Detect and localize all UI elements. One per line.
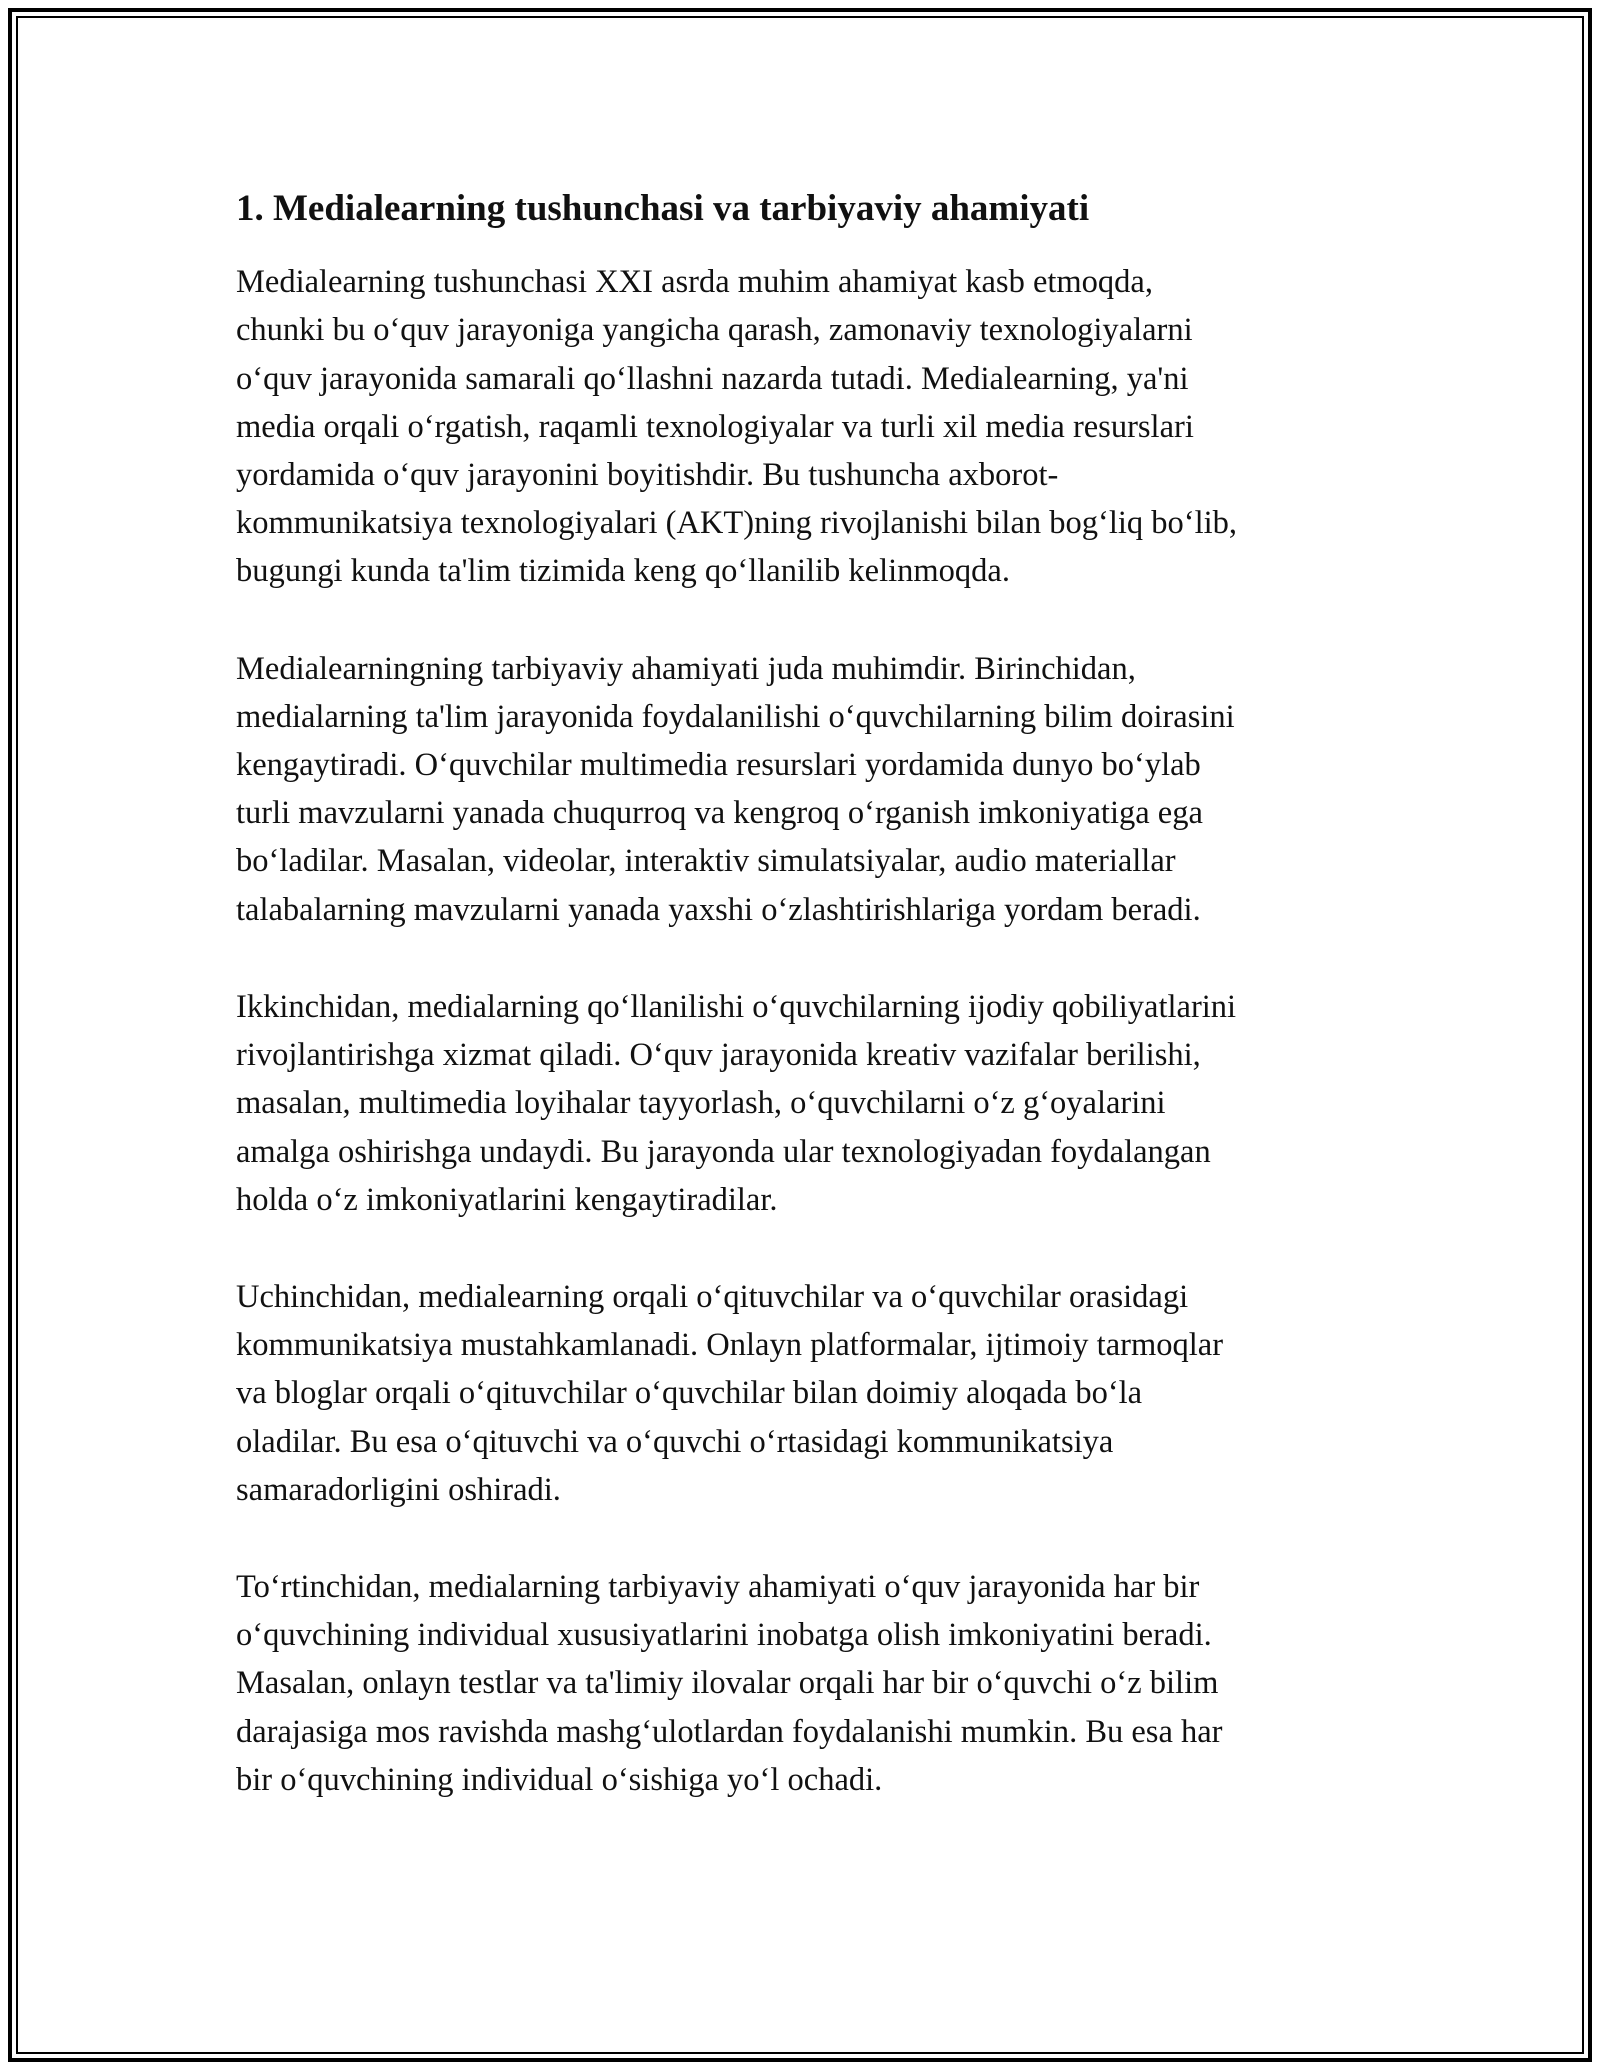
paragraph-line: bugungi kunda ta'lim tizimida keng qo‘llanilib kelinmoqda. (236, 553, 1010, 590)
paragraph-line: o‘quvchining individual xususiyatlarini inobatga olish imkoniyatini beradi. (236, 1617, 1212, 1654)
paragraph (236, 258, 1376, 595)
paragraph-line: yordamida o‘quv jarayonini boyitishdir. Bu tushuncha axborot- (236, 457, 1059, 494)
paragraph-line: holda o‘z imkoniyatlarini kengaytiradilar. (236, 1181, 778, 1218)
paragraph-line: kengaytiradi. O‘quvchilar multimedia resurslari yordamida dunyo bo‘ylab (236, 747, 1201, 784)
paragraph (236, 1563, 1376, 1804)
document-body (236, 186, 1376, 1853)
paragraph (236, 1273, 1376, 1514)
paragraph-line: media orqali o‘rgatish, raqamli texnologiyalar va turli xil media resurslari (236, 408, 1194, 445)
paragraph-line: Uchinchidan, medialearning orqali o‘qituvchilar va o‘quvchilar orasidagi (236, 1278, 1189, 1315)
paragraph-line: va bloglar orqali o‘qituvchilar o‘quvchilar bilan doimiy aloqada bo‘la (236, 1375, 1143, 1412)
paragraph-line: kommunikatsiya texnologiyalari (AKT)ning rivojlanishi bilan bog‘liq bo‘lib, (236, 505, 1238, 542)
paragraph-line: amalga oshirishga undaydi. Bu jarayonda ular texnologiyadan foydalangan (236, 1133, 1211, 1170)
paragraph (236, 983, 1376, 1224)
paragraph (236, 645, 1376, 934)
paragraph-line: turli mavzularni yanada chuqurroq va kengroq o‘rganish imkoniyatiga ega (236, 795, 1203, 832)
paragraph-line: Medialearning tushunchasi XXI asrda muhim ahamiyat kasb etmoqda, (236, 264, 1153, 301)
paragraph-line: darajasiga mos ravishda mashg‘ulotlardan foydalanishi mumkin. Bu esa har (236, 1713, 1223, 1750)
paragraph-line: bir o‘quvchining individual o‘sishiga yo‘l ochadi. (236, 1761, 883, 1798)
paragraph-line: chunki bu o‘quv jarayoniga yangicha qarash, zamonaviy texnologiyalarni (236, 312, 1193, 349)
section-heading: 1. Medialearning tushunchasi va tarbiyaviy ahamiyati (236, 188, 1090, 229)
paragraph-line: To‘rtinchidan, medialarning tarbiyaviy ahamiyati o‘quv jarayonida har bir (236, 1568, 1200, 1605)
paragraph-line: o‘quv jarayonida samarali qo‘llashni nazarda tutadi. Medialearning, ya'ni (236, 360, 1189, 397)
paragraph-line: Medialearningning tarbiyaviy ahamiyati juda muhimdir. Birinchidan, (236, 650, 1136, 687)
paragraph-line: talabalarning mavzularni yanada yaxshi o‘zlashtirishlariga yordam beradi. (236, 891, 1201, 928)
paragraph-line: oladilar. Bu esa o‘qituvchi va o‘quvchi o‘rtasidagi kommunikatsiya (236, 1423, 1114, 1460)
paragraph-line: bo‘ladilar. Masalan, videolar, interaktiv simulatsiyalar, audio materiallar (236, 843, 1176, 880)
paragraph-line: Ikkinchidan, medialarning qo‘llanilishi o‘quvchilarning ijodiy qobiliyatlarini (236, 988, 1237, 1025)
paragraph-line: Masalan, onlayn testlar va ta'limiy ilovalar orqali har bir o‘quvchi o‘z bilim (236, 1665, 1219, 1702)
paragraph-line: kommunikatsiya mustahkamlanadi. Onlayn platformalar, ijtimoiy tarmoqlar (236, 1327, 1224, 1364)
paragraph-line: medialarning ta'lim jarayonida foydalanilishi o‘quvchilarning bilim doirasini (236, 698, 1235, 735)
paragraph-line: samaradorligini oshiradi. (236, 1471, 561, 1508)
paragraphs-container (236, 258, 1376, 1804)
paragraph-line: rivojlantirishga xizmat qiladi. O‘quv jarayonida kreativ vazifalar berilishi, (236, 1037, 1201, 1074)
paragraph-line: masalan, multimedia loyihalar tayyorlash, o‘quvchilarni o‘z g‘oyalarini (236, 1085, 1166, 1122)
